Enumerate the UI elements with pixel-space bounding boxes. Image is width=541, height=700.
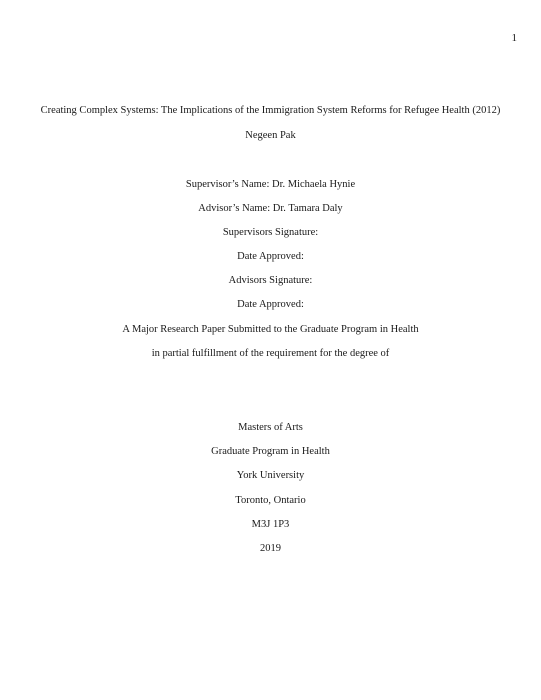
paper-title: Creating Complex Systems: The Implications of the Immigration System Reforms for Refugee Health (2012) <box>40 105 501 116</box>
page-number: 1 <box>511 32 517 44</box>
author-name: Negeen Pak <box>245 130 296 141</box>
university-name: York University <box>236 470 305 481</box>
submission-statement-line-1: A Major Research Paper Submitted to the Graduate Program in Health <box>122 324 419 335</box>
supervisor-signature-label: Supervisors Signature: <box>222 227 319 238</box>
advisor-signature-label: Advisors Signature: <box>228 275 313 286</box>
city-name: Toronto, Ontario <box>235 495 306 506</box>
program-name: Graduate Program in Health <box>211 446 330 457</box>
submission-statement-line-2: in partial fulfillment of the requirement for the degree of <box>151 348 390 359</box>
date-approved-label-2: Date Approved: <box>237 299 304 310</box>
date-approved-label-1: Date Approved: <box>237 251 304 262</box>
postal-code: M3J 1P3 <box>251 519 290 530</box>
degree-name: Masters of Arts <box>238 422 303 433</box>
advisor-name: Advisor’s Name: Dr. Tamara Daly <box>198 203 343 214</box>
year: 2019 <box>260 543 281 554</box>
supervisor-name: Supervisor’s Name: Dr. Michaela Hynie <box>185 179 356 190</box>
